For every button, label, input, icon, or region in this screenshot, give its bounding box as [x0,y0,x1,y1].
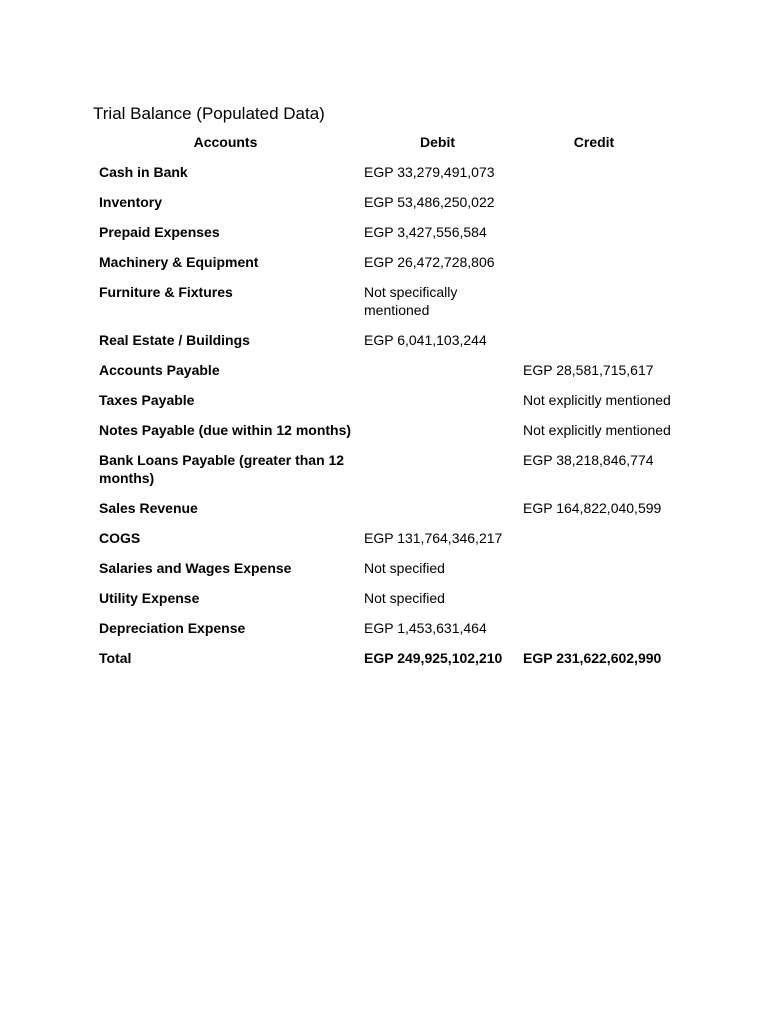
debit-value [358,493,517,523]
debit-value: EGP 6,041,103,244 [364,332,487,348]
account-name: Cash in Bank [99,164,188,180]
credit-value [517,187,671,217]
header-accounts: Accounts [193,134,258,150]
credit-value [517,523,671,553]
account-name: Prepaid Expenses [99,224,220,240]
debit-value: EGP 131,764,346,217 [364,530,503,546]
account-name: Accounts Payable [99,362,220,378]
account-name: Real Estate / Buildings [99,332,250,348]
credit-value: EGP 38,218,846,774 [523,452,654,468]
debit-value [358,445,517,493]
credit-value [517,325,671,355]
table-row [93,247,671,277]
debit-value: Not specified [364,590,445,606]
table-row [93,325,671,355]
account-name: Machinery & Equipment [99,254,259,270]
credit-value: EGP 28,581,715,617 [523,362,654,378]
credit-value [517,157,671,187]
account-name: Taxes Payable [99,392,195,408]
table-row [93,217,671,247]
debit-value: EGP 53,486,250,022 [364,194,495,210]
table-row [93,445,671,493]
table-row [93,157,671,187]
table-row [93,187,671,217]
credit-value [517,217,671,247]
credit-value [517,277,671,325]
table-row [93,553,671,583]
header-debit: Debit [420,134,455,150]
debit-value: EGP 3,427,556,584 [364,224,487,240]
debit-value: Not specified [364,560,445,576]
header-credit: Credit [573,134,615,150]
table-row [93,277,671,325]
page-title: Trial Balance (Populated Data) [93,104,325,123]
account-name: Sales Revenue [99,500,198,516]
debit-value [358,385,517,415]
trial-balance-table [93,131,671,673]
credit-value [517,553,671,583]
credit-value: Not explicitly mentioned [523,392,671,408]
total-credit: EGP 231,622,602,990 [523,650,662,666]
debit-value [358,415,517,445]
table-header-row [93,131,671,157]
table-row [93,523,671,553]
account-name: Inventory [99,194,163,210]
account-name: Depreciation Expense [99,620,246,636]
credit-value [517,583,671,613]
table-row [93,583,671,613]
account-name: Utility Expense [99,590,200,606]
debit-value: EGP 26,472,728,806 [364,254,495,270]
table-row [93,493,671,523]
account-name: Bank Loans Payable (greater than 12 months) [99,452,345,486]
debit-value: EGP 33,279,491,073 [364,164,495,180]
total-row [93,643,671,673]
credit-value [517,247,671,277]
credit-value [517,613,671,643]
table-row [93,613,671,643]
total-debit: EGP 249,925,102,210 [364,650,503,666]
account-name: Notes Payable (due within 12 months) [99,422,352,438]
credit-value: EGP 164,822,040,599 [523,500,662,516]
credit-value: Not explicitly mentioned [523,422,671,438]
table-row [93,385,671,415]
table-row [93,415,671,445]
account-name: Salaries and Wages Expense [99,560,292,576]
debit-value [358,355,517,385]
total-label: Total [99,650,132,666]
account-name: Furniture & Fixtures [99,284,233,300]
debit-value: EGP 1,453,631,464 [364,620,487,636]
debit-value: Not specifically mentioned [364,284,458,318]
account-name: COGS [99,530,141,546]
table-row [93,355,671,385]
